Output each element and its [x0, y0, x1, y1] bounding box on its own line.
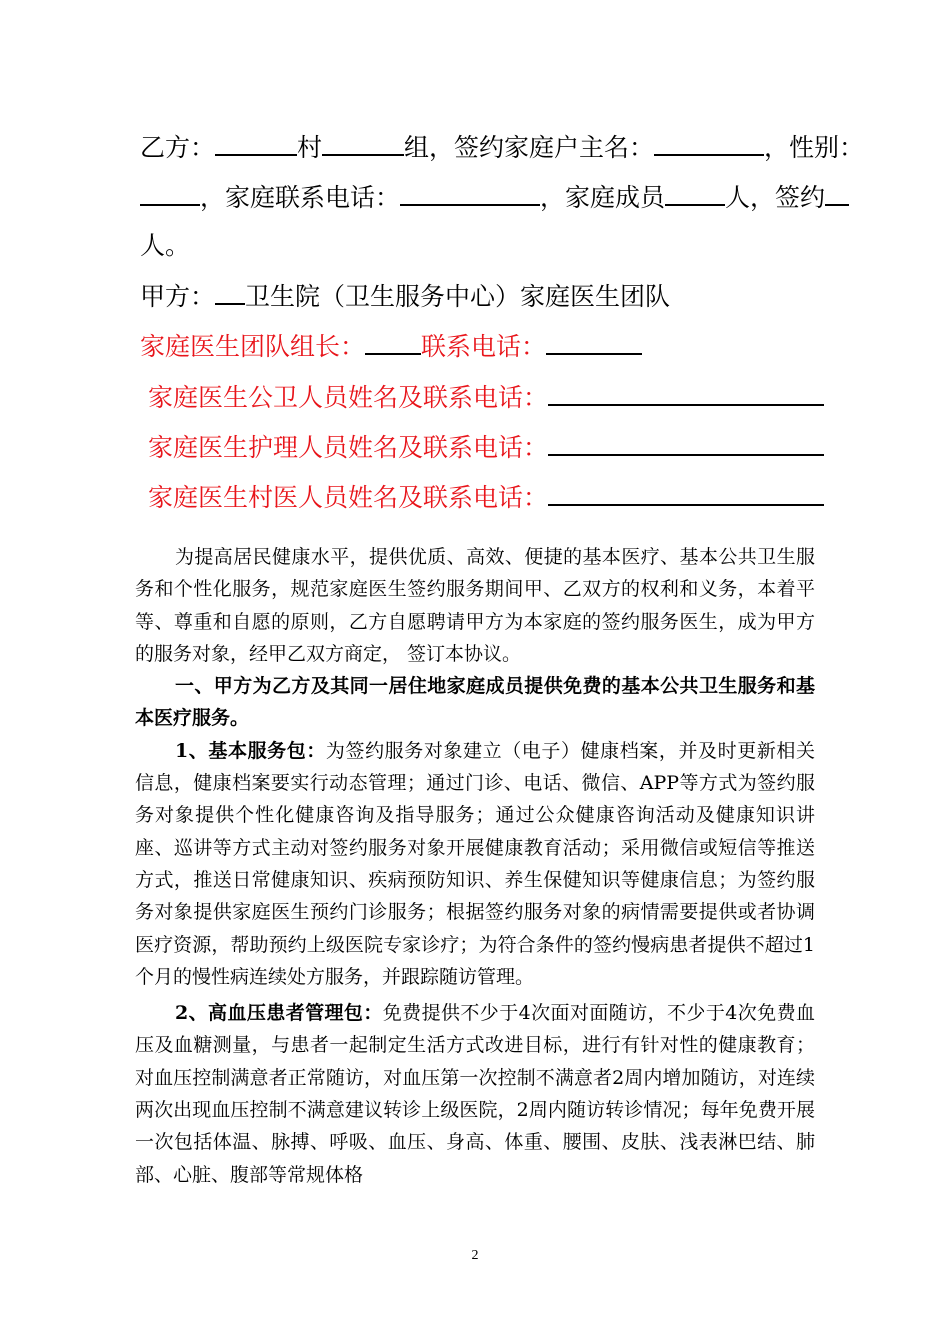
hospital-blank[interactable]: [215, 277, 245, 305]
party-a-suffix: 卫生院（卫生服务中心）家庭医生团队: [245, 282, 671, 311]
team-leader-label: 家庭医生团队组长：: [140, 332, 366, 361]
party-b-line-3: [140, 228, 190, 264]
householder-blank[interactable]: [654, 128, 764, 156]
party-b-label: 乙方：: [140, 133, 216, 162]
item-2-title: 2、高血压患者管理包：: [175, 1002, 383, 1025]
village-doctor-blank[interactable]: [548, 478, 824, 506]
item-1-text: 为签约服务对象建立（电子）健康档案，并及时更新相关信息，健康档案要实行动态管理；通过门诊、电话、微信、APP等方式为签约服务对象提供个性化健康咨询及指导服务；通过公众健康咨询活动及健康知识讲座、巡讲等方式主动对签约服务对象开展健康教育活动；采用微信或短信等推送方式，推送日常健康知识、疾病预防知识、养生保健知识等健康信息；为签约服务对象提供家庭医生预约门诊服务；根据签约服务对象的病情需要提供或者协调医疗资源，帮助预约上级医院专家诊疗；为符合条件的签约慢病患者提供不超过1个月的慢性病连续处方服务，并跟踪随访管理。: [135, 739, 815, 988]
item-1-paragraph: [135, 735, 815, 993]
group-blank[interactable]: [322, 128, 404, 156]
item-2-paragraph: [135, 997, 815, 1191]
section-1-title: 一、甲方为乙方及其同一居住地家庭成员提供免费的基本公共卫生服务和基本医疗服务。: [135, 675, 815, 730]
public-health-label: 家庭医生公卫人员姓名及联系电话：: [148, 383, 549, 412]
nursing-label: 家庭医生护理人员姓名及联系电话：: [148, 433, 549, 462]
nursing-blank[interactable]: [548, 428, 824, 456]
gender-blank[interactable]: [140, 178, 200, 206]
nursing-line: [148, 428, 824, 466]
members-label: ，家庭成员: [540, 183, 666, 212]
agreement-body: [135, 541, 815, 1191]
village-doctor-label: 家庭医生村医人员姓名及联系电话：: [148, 483, 549, 512]
team-leader-blank[interactable]: [365, 327, 421, 355]
party-a-label: 甲方：: [140, 282, 216, 311]
village-label: 村: [297, 133, 323, 162]
party-a-line: [140, 277, 670, 315]
team-leader-line: [140, 327, 642, 365]
gender-label: ，性别：: [764, 133, 865, 162]
public-health-line: [148, 378, 824, 416]
party-b-line-2: [140, 178, 849, 216]
signed-count-blank[interactable]: [825, 178, 849, 206]
team-leader-phone-label: 联系电话：: [421, 332, 547, 361]
intro-paragraph: 为提高居民健康水平，提供优质、高效、便捷的基本医疗、基本公共卫生服务和个性化服务，规范家庭医生签约服务期间甲、乙双方的权利和义务，本着平等、尊重和自愿的原则，乙方自愿聘请甲方为本家庭的签约服务医生，成为甲方的服务对象，经甲乙双方商定， 签订本协议。: [135, 546, 815, 665]
public-health-blank[interactable]: [548, 378, 824, 406]
family-phone-blank[interactable]: [400, 178, 540, 206]
team-leader-phone-blank[interactable]: [546, 327, 642, 355]
phone-label: ，家庭联系电话：: [200, 183, 401, 212]
item-2-text: 免费提供不少于4次面对面随访，不少于4次免费血压及血糖测量，与患者一起制定生活方式改进目标，进行有针对性的健康教育；对血压控制满意者正常随访，对血压第一次控制不满意者2周内增加随访，对连续两次出现血压控制不满意建议转诊上级医院，2周内随访转诊情况；每年免费开展一次包括体温、脉搏、呼吸、血压、身高、体重、腰围、皮肤、浅表淋巴结、肺部、心脏、腹部等常规体格: [135, 1002, 815, 1186]
village-doctor-line: [148, 478, 824, 516]
page-number: 2: [471, 1248, 479, 1263]
group-label: 组，签约家庭户主名：: [404, 133, 655, 162]
party-b-line-1: [140, 128, 864, 166]
village-blank[interactable]: [215, 128, 297, 156]
members-blank[interactable]: [665, 178, 725, 206]
item-1-title: 1、基本服务包：: [175, 739, 326, 762]
persons-end: 人。: [140, 231, 191, 260]
signed-label: 人，签约: [725, 183, 826, 212]
